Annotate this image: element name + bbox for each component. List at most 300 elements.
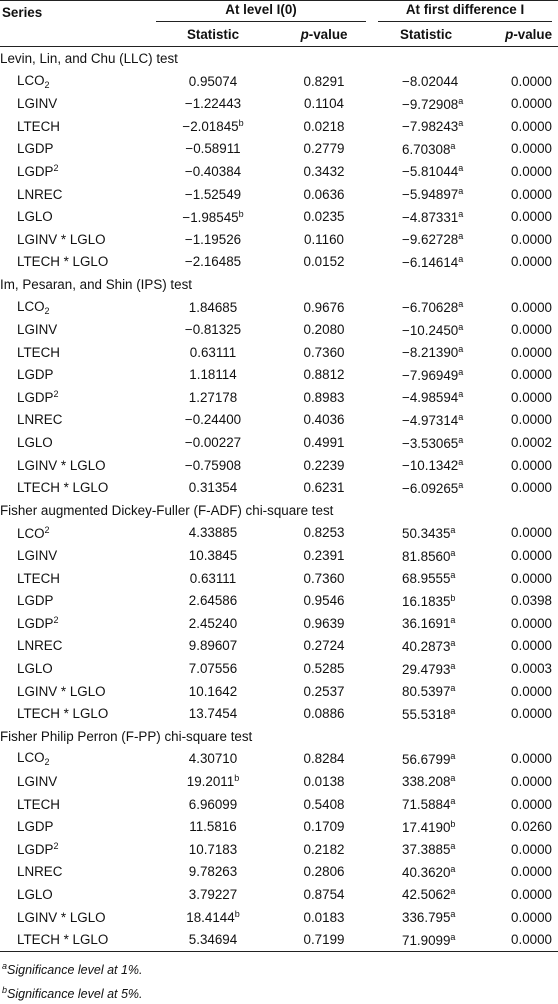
series-name: LGINV (17, 322, 58, 338)
series-name: LCO (17, 525, 45, 541)
diff-statistic-cell (372, 883, 480, 906)
level-statistic: −0.75908 (184, 457, 242, 473)
series-name-cell (0, 115, 150, 138)
diff-statistic: 71.5884 (402, 797, 451, 813)
series-name-cell (0, 183, 150, 206)
diff-pvalue: 0.0000 (511, 163, 553, 179)
diff-pvalue: 0.0000 (511, 773, 553, 789)
level-pvalue: 0.4036 (303, 412, 345, 428)
table-row (0, 522, 558, 545)
diff-statistic: −3.53065 (402, 435, 459, 451)
level-pvalue: 0.5408 (303, 796, 345, 812)
diff-statistic-cell (372, 522, 480, 545)
section-title: Im, Pesaran, and Shin (IPS) test (0, 276, 193, 292)
diff-statistic: −4.98594 (402, 390, 459, 406)
pvalue-p: p (505, 27, 514, 43)
pvalue-suffix: -value (308, 27, 348, 43)
diff-statistic-cell (372, 341, 480, 364)
series-name: LGINV * LGLO (17, 683, 106, 699)
diff-statistic: −6.14614 (402, 254, 459, 270)
diff-statistic-cell (372, 454, 480, 477)
level-pvalue: 0.2537 (303, 683, 345, 699)
footnote-a (2, 956, 143, 980)
table-row (0, 476, 558, 499)
level-pvalue: 0.8983 (303, 389, 345, 405)
level-pvalue: 0.0152 (303, 254, 345, 270)
series-name: LTECH (17, 796, 60, 812)
diff-statistic: 16.1835 (402, 593, 451, 609)
diff-statistic-cell (372, 589, 480, 612)
series-name: LGINV * LGLO (17, 909, 106, 925)
significance-mark: a (458, 389, 464, 400)
level-statistic: 11.5816 (189, 819, 237, 835)
table-row (0, 386, 558, 409)
significance-mark: a (458, 163, 464, 174)
level-statistic: −0.58911 (185, 141, 241, 157)
level-pvalue: 0.3432 (303, 163, 345, 179)
significance-mark: b (450, 818, 456, 829)
diff-statistic: −7.96949 (402, 367, 459, 383)
level-pvalue: 0.9676 (303, 299, 345, 315)
level-statistic: −0.24400 (184, 412, 242, 428)
significance-mark: a (450, 841, 456, 852)
diff-pvalue: 0.0000 (511, 412, 553, 428)
diff-pvalue: 0.0000 (511, 548, 553, 564)
level-statistic-cell (150, 815, 276, 838)
diff-pvalue: 0.0000 (511, 389, 553, 405)
series-name-cell (0, 92, 150, 115)
series-name-cell (0, 70, 150, 93)
diff-statistic: 338.208 (402, 774, 451, 790)
diff-statistic: −4.87331 (402, 209, 459, 225)
series-superscript: 2 (53, 389, 59, 400)
diff-statistic: 42.5062 (402, 887, 451, 903)
significance-mark: a (458, 411, 464, 422)
level-statistic-cell (150, 522, 276, 545)
significance-mark: b (450, 592, 456, 603)
series-name-cell (0, 589, 150, 612)
section-row (0, 499, 558, 522)
diff-pvalue: 0.0003 (511, 661, 553, 677)
table-row (0, 409, 558, 432)
table-row (0, 251, 558, 274)
diff-statistic: 36.1691 (402, 616, 451, 632)
diff-statistic-cell (372, 702, 480, 725)
table-row (0, 544, 558, 567)
diff-pvalue: 0.0000 (511, 683, 553, 699)
level-statistic-cell (150, 431, 276, 454)
level-pvalue: 0.2182 (303, 841, 345, 857)
level-statistic-cell (150, 476, 276, 499)
level-pvalue: 0.7360 (303, 344, 345, 360)
series-superscript: 2 (53, 615, 59, 626)
diff-pvalue: 0.0398 (511, 593, 553, 609)
series-name-cell (0, 702, 150, 725)
significance-mark: b (238, 118, 244, 129)
diff-statistic-cell (372, 748, 480, 771)
level-pvalue: 0.7360 (303, 570, 345, 586)
diff-statistic-cell (372, 544, 480, 567)
statistic-header-diff: Statistic (372, 24, 480, 47)
section-title: Fisher Philip Perron (F-PP) chi-square test (0, 728, 253, 744)
diff-pvalue: 0.0000 (511, 886, 553, 902)
level-statistic: 6.96099 (188, 796, 238, 812)
significance-mark: a (450, 931, 456, 942)
series-name-cell (0, 522, 150, 545)
table-row (0, 296, 558, 319)
significance-mark: a (458, 208, 464, 219)
level-statistic-cell (150, 341, 276, 364)
table-row (0, 589, 558, 612)
diff-statistic-cell (372, 364, 480, 387)
diff-pvalue: 0.0000 (511, 96, 553, 112)
significance-mark: a (450, 886, 456, 897)
level-statistic: 4.33885 (188, 525, 238, 541)
diff-statistic: −10.2450 (402, 322, 459, 338)
level-pvalue: 0.0235 (303, 209, 345, 225)
series-name-cell (0, 386, 150, 409)
series-name: LGINV (17, 96, 58, 112)
level-statistic: 1.27178 (188, 389, 238, 405)
series-name: LGDP (17, 593, 54, 609)
significance-mark: a (450, 637, 456, 648)
diff-statistic-cell (372, 409, 480, 432)
level-group-label: At level I(0) (156, 2, 366, 22)
diff-statistic: −7.98243 (402, 119, 459, 135)
diff-statistic: −6.09265 (402, 480, 459, 496)
table-row (0, 364, 558, 387)
level-statistic-cell (150, 748, 276, 771)
diff-statistic: −4.97314 (402, 412, 459, 428)
level-group-header (150, 1, 372, 24)
level-pvalue: 0.7199 (276, 928, 372, 951)
level-statistic: 0.31354 (188, 480, 238, 496)
series-name: LCO (17, 750, 45, 766)
level-pvalue: 0.8754 (303, 886, 345, 902)
statistic-header-level: Statistic (150, 24, 276, 47)
diff-statistic-cell (372, 815, 480, 838)
series-name-cell (0, 251, 150, 274)
level-pvalue: 0.1160 (304, 231, 344, 247)
table-row (0, 228, 558, 251)
level-statistic-cell (150, 567, 276, 590)
diff-statistic-cell (372, 770, 480, 793)
diff-statistic-cell (372, 160, 480, 183)
diff-pvalue: 0.0000 (511, 615, 553, 631)
section-title: Levin, Lin, and Chu (LLC) test (0, 50, 178, 66)
level-statistic-cell (150, 70, 276, 93)
significance-mark: a (450, 570, 456, 581)
level-statistic-cell (150, 680, 276, 703)
diff-statistic-cell (372, 906, 480, 929)
level-statistic: 5.34694 (188, 932, 238, 948)
level-statistic-cell (150, 205, 276, 228)
table-row (0, 883, 558, 906)
level-statistic-cell (150, 409, 276, 432)
level-statistic: 0.63111 (189, 570, 237, 586)
footnote-text: Significance level at 1%. (7, 963, 143, 977)
diff-statistic-cell (372, 92, 480, 115)
series-name: LGDP (17, 164, 54, 180)
diff-statistic: 29.4793 (402, 661, 451, 677)
series-name-cell (0, 793, 150, 816)
diff-statistic: −6.70628 (402, 300, 459, 316)
series-superscript: 2 (53, 841, 59, 852)
table-row (0, 635, 558, 658)
diff-statistic: 55.5318 (402, 706, 451, 722)
series-name-cell (0, 544, 150, 567)
section-row (0, 273, 558, 296)
significance-mark: a (458, 231, 464, 242)
series-subscript: 2 (44, 757, 50, 768)
diff-statistic: 81.8560 (402, 548, 451, 564)
level-statistic-cell (150, 318, 276, 341)
diff-statistic-cell (372, 183, 480, 206)
header-row-groups (0, 1, 558, 24)
table-row (0, 838, 558, 861)
section-title: Fisher augmented Dickey-Fuller (F-ADF) chi-square test (0, 502, 334, 518)
diff-statistic: −5.81044 (402, 164, 459, 180)
series-name-cell (0, 635, 150, 658)
level-statistic: 2.64586 (188, 593, 238, 609)
level-statistic: 10.1642 (188, 683, 238, 699)
significance-mark: a (450, 750, 456, 761)
section-row (0, 725, 558, 748)
series-name-cell (0, 431, 150, 454)
diff-statistic-cell (372, 205, 480, 228)
diff-statistic-cell (372, 431, 480, 454)
diff-pvalue: 0.0000 (511, 751, 553, 767)
level-pvalue: 0.1104 (304, 96, 344, 112)
diff-statistic: 56.6799 (402, 751, 451, 767)
level-statistic-cell (150, 906, 276, 929)
series-name-cell (0, 928, 150, 951)
diff-statistic-cell (372, 928, 480, 951)
diff-statistic-cell (372, 228, 480, 251)
level-statistic: 7.07556 (188, 661, 238, 677)
diff-pvalue: 0.0260 (511, 819, 553, 835)
significance-mark: a (458, 479, 464, 490)
diff-pvalue: 0.0000 (511, 141, 553, 157)
table-row (0, 183, 558, 206)
level-pvalue: 0.9546 (303, 593, 345, 609)
series-name: LNREC (17, 186, 63, 202)
series-name-cell (0, 861, 150, 884)
footnote-text: Significance level at 5%. (7, 987, 143, 1001)
series-name-cell (0, 567, 150, 590)
diff-statistic-cell (372, 296, 480, 319)
table-row (0, 612, 558, 635)
diff-statistic: 80.5397 (402, 684, 451, 700)
level-statistic-cell (150, 454, 276, 477)
series-name-cell (0, 838, 150, 861)
diff-statistic-cell (372, 657, 480, 680)
series-name: LGDP (17, 819, 54, 835)
diff-pvalue: 0.0000 (511, 864, 553, 880)
level-statistic-cell (150, 228, 276, 251)
significance-mark: a (450, 773, 456, 784)
series-name: LGINV * LGLO (17, 457, 106, 473)
series-name: LTECH * LGLO (17, 254, 109, 270)
table-row (0, 906, 558, 929)
diff-pvalue: 0.0000 (511, 344, 553, 360)
series-name: LCO (17, 298, 45, 314)
diff-statistic-cell (372, 612, 480, 635)
level-pvalue: 0.2724 (303, 638, 345, 654)
significance-mark: a (450, 524, 456, 535)
significance-mark: a (458, 457, 464, 468)
series-name-cell (0, 205, 150, 228)
diff-statistic: 336.795 (402, 910, 451, 926)
level-pvalue: 0.0218 (303, 118, 345, 134)
diff-pvalue: 0.0000 (511, 525, 553, 541)
significance-mark: a (450, 796, 456, 807)
level-statistic-cell (150, 251, 276, 274)
level-statistic: −0.00227 (184, 435, 242, 451)
table-row (0, 160, 558, 183)
table-row (0, 115, 558, 138)
diff-statistic: 68.9555 (402, 571, 451, 587)
series-name: LTECH * LGLO (17, 706, 109, 722)
series-subscript: 2 (44, 79, 50, 90)
level-statistic: −2.16485 (184, 254, 242, 270)
series-name-cell (0, 612, 150, 635)
level-statistic-cell (150, 883, 276, 906)
series-name: LGDP (17, 141, 54, 157)
diff-pvalue: 0.0000 (480, 928, 558, 951)
diff-pvalue: 0.0000 (511, 73, 553, 89)
series-name-cell (0, 138, 150, 161)
level-pvalue: 0.0138 (303, 773, 345, 789)
diff-pvalue: 0.0000 (511, 254, 553, 270)
header-row-columns (0, 24, 558, 47)
level-statistic: −1.52549 (184, 186, 242, 202)
level-statistic: 19.2011 (186, 774, 235, 790)
series-name: LNREC (17, 638, 63, 654)
diff-statistic-cell (372, 70, 480, 93)
level-pvalue: 0.9639 (303, 615, 345, 631)
significance-mark: a (450, 909, 456, 920)
level-statistic: 1.18114 (189, 367, 237, 383)
pvalue-header-level (276, 24, 372, 47)
footnote-mark: a (2, 961, 8, 971)
footnote-mark: b (2, 985, 8, 995)
series-name: LGLO (17, 435, 53, 451)
significance-mark: b (238, 208, 244, 219)
series-name: LTECH (17, 118, 60, 134)
level-pvalue: 0.2779 (303, 141, 345, 157)
level-statistic-cell (150, 589, 276, 612)
series-name-cell (0, 364, 150, 387)
level-statistic-cell (150, 702, 276, 725)
level-pvalue: 0.8253 (303, 525, 345, 541)
level-statistic-cell (150, 657, 276, 680)
level-statistic-cell (150, 115, 276, 138)
diff-pvalue: 0.0000 (511, 841, 553, 857)
diff-statistic: −9.62728 (402, 232, 459, 248)
series-name: LNREC (17, 412, 63, 428)
diff-statistic-cell (372, 386, 480, 409)
level-statistic-cell (150, 296, 276, 319)
diff-statistic: 40.3620 (402, 864, 451, 880)
level-statistic: 18.4144 (186, 910, 235, 926)
series-name: LGDP (17, 842, 54, 858)
level-statistic: −1.22443 (184, 96, 242, 112)
level-statistic-cell (150, 544, 276, 567)
empty-header-cell (0, 24, 150, 47)
level-statistic: 3.79227 (188, 886, 238, 902)
diff-statistic: 50.3435 (402, 525, 451, 541)
series-name-cell (0, 748, 150, 771)
level-pvalue: 0.6231 (303, 480, 345, 496)
level-statistic-cell (150, 386, 276, 409)
level-pvalue: 0.2391 (303, 548, 345, 564)
series-name-cell (0, 296, 150, 319)
diff-statistic-cell (372, 567, 480, 590)
diff-statistic: 37.3885 (402, 842, 451, 858)
diff-statistic: 17.4190 (402, 819, 451, 835)
series-name-cell (0, 883, 150, 906)
diff-pvalue: 0.0000 (511, 570, 553, 586)
section-row (0, 47, 558, 70)
pvalue-p: p (300, 27, 309, 43)
diff-statistic: 71.9099 (402, 932, 451, 948)
diff-statistic-cell (372, 861, 480, 884)
significance-mark: a (450, 615, 456, 626)
level-statistic: 9.78263 (188, 864, 238, 880)
significance-mark: a (458, 434, 464, 445)
level-statistic-cell (150, 364, 276, 387)
level-pvalue: 0.0183 (303, 909, 345, 925)
level-statistic-cell (150, 612, 276, 635)
diff-pvalue: 0.0000 (511, 118, 553, 134)
series-name: LGDP (17, 390, 54, 406)
level-pvalue: 0.2080 (303, 322, 345, 338)
series-name: LTECH * LGLO (17, 480, 109, 496)
level-statistic-cell (150, 838, 276, 861)
level-pvalue: 0.4991 (303, 435, 345, 451)
diff-pvalue: 0.0000 (511, 457, 553, 473)
diff-group-label: At first difference I (378, 2, 552, 22)
diff-pvalue: 0.0000 (511, 638, 553, 654)
diff-pvalue: 0.0000 (511, 706, 553, 722)
level-pvalue: 0.2806 (303, 864, 345, 880)
level-statistic-cell (150, 92, 276, 115)
series-name-cell (0, 409, 150, 432)
table-row (0, 318, 558, 341)
level-statistic-cell (150, 793, 276, 816)
table-row (0, 770, 558, 793)
table-row (0, 205, 558, 228)
significance-mark: a (458, 321, 464, 332)
level-statistic: 1.84685 (188, 299, 238, 315)
significance-mark: b (234, 773, 240, 784)
table-row (0, 454, 558, 477)
pvalue-suffix: -value (513, 27, 553, 43)
diff-statistic-cell (372, 318, 480, 341)
level-pvalue: 0.8812 (303, 367, 345, 383)
series-name-cell (0, 476, 150, 499)
table-row (0, 567, 558, 590)
series-superscript: 2 (53, 163, 59, 174)
diff-statistic-cell (372, 793, 480, 816)
diff-pvalue: 0.0002 (511, 435, 553, 451)
series-name: LGINV * LGLO (17, 231, 106, 247)
diff-statistic: −9.72908 (402, 96, 459, 112)
diff-pvalue: 0.0000 (511, 231, 553, 247)
level-statistic: −1.98545 (182, 209, 239, 225)
level-pvalue: 0.0636 (303, 186, 345, 202)
